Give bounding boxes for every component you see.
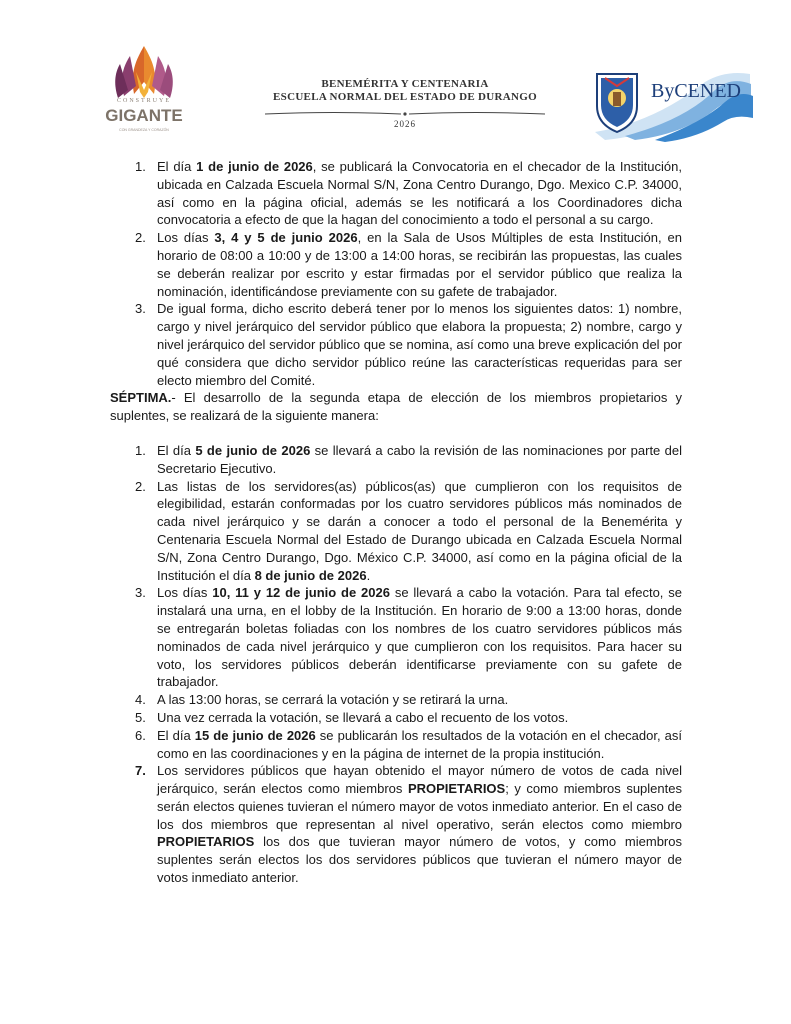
emphasis-text: 10, 11 y 12 de junio de 2026	[212, 585, 390, 601]
election-step-item	[110, 584, 682, 691]
election-step-item	[110, 709, 682, 727]
bycened-text: ByCENED	[651, 80, 741, 102]
step-item	[110, 300, 682, 389]
ornamental-divider	[255, 109, 555, 119]
list-number: 4.	[135, 692, 146, 708]
page-header	[0, 0, 791, 150]
header-year: 2026	[394, 119, 416, 129]
spacer	[110, 425, 682, 442]
item-text: se llevará a cabo la votación. Para tal efecto, se instalará una urna, en el lobby de la Institución. En horario de 9:00 a 13:00 horas, donde se entregarán boletas foliadas con los nombres de los cuatro servidores públicos más nominados de cada nivel jerárquico y que cumplieron con los requisitos. Para hacer su voto, los servidores públicos deberán identificarse previamente con su gafete de trabajador.	[157, 585, 682, 690]
bycened-logo	[585, 62, 753, 142]
emphasis-text: 3, 4 y 5 de junio 2026	[214, 230, 358, 246]
election-steps-list	[110, 442, 682, 887]
election-step-item	[110, 691, 682, 709]
emphasis-text: PROPIETARIOS	[407, 781, 506, 797]
item-text: Los días	[157, 585, 213, 601]
list-number: 7.	[135, 763, 146, 779]
item-text: .	[366, 567, 371, 583]
institution-line-2: ESCUELA NORMAL DEL ESTADO DE DURANGO	[273, 91, 537, 103]
item-text: Una vez cerrada la votación, se llevará a cabo el recuento de los votos.	[157, 709, 569, 725]
item-text: , se publicará la Convocatoria en el checador de la Institución, ubicada en Calzada Escuela Normal S/N, Zona Centro Durango, Dgo. Mexico C.P. 34000, así como en la página oficial, además se les notificará a los Coordinadores dicha convocatoria a efecto de que la hagan del conocimiento a todo el personal a su cargo.	[157, 159, 682, 228]
item-text: se llevará a cabo la revisión de las nominaciones por parte del Secretario Ejecutivo.	[157, 442, 682, 476]
septima-heading: SÉPTIMA.	[110, 390, 172, 406]
institution-line-1: BENEMÉRITA Y CENTENARIA	[321, 78, 489, 90]
step-item	[110, 158, 682, 229]
item-text: De igual forma, dicho escrito deberá tener por lo menos los siguientes datos: 1) nombre, cargo y nivel jerárquico del servidor público que elabora la propuesta; 2) nombre, cargo y nivel jerárquico del servidor público que se nomina, así como una breve explicación del por qué considera que dicho servidor público reúne las características requeridas para ser electo miembro del Comité.	[157, 301, 682, 388]
item-text: El día	[157, 442, 196, 458]
emphasis-text: 8 de junio de 2026	[254, 567, 367, 583]
item-text: los dos que tuvieran mayor número de votos, y como miembros suplentes serán electos los dos servidores públicos que tuvieran el número mayor de votos inmediato anterior.	[157, 834, 682, 886]
item-text: A las 13:00 horas, se cerrará la votación y se retirará la urna.	[157, 692, 509, 708]
flame-emblem-icon	[100, 42, 188, 102]
list-number: 1.	[135, 159, 146, 174]
election-step-item	[110, 478, 682, 585]
septima-text: - El desarrollo de la segunda etapa de elección de los miembros propietarios y suplentes, se realizará de la siguiente manera:	[110, 390, 682, 424]
list-number: 2.	[135, 230, 146, 246]
emphasis-text: PROPIETARIOS	[157, 834, 255, 850]
list-number: 5.	[135, 709, 146, 725]
document-body	[110, 158, 682, 887]
emphasis-text: 15 de junio de 2026	[194, 727, 316, 743]
item-text: Los días	[157, 230, 215, 246]
item-text: , en la Sala de Usos Múltiples de esta Institución, en horario de 08:00 a 10:00 y de 13:00 a 14:00 horas, se recibirán las propuestas, las cuales se deberán realizar por escrito y estar firmadas por el servidor público que realiza la nominación, identificándose previamente con su gafete de trabajador.	[157, 230, 682, 299]
item-text: ; y como miembros suplentes serán electos quienes tuvieran el número mayor de votos inmediato anterior. En el caso de los dos miembros que representan al nivel operativo, serán electos como miembro	[157, 781, 682, 832]
convocatoria-steps-list	[110, 158, 682, 389]
logo-tagline: CONSTRUYE	[116, 98, 171, 104]
item-text: Las listas de los servidores(as) públicos(as) que cumplieron con los requisitos de elegibilidad, estarán conformadas por los cuatro servidores públicos más nominados de cada nivel jerárquico y se darán a conocer a todo el personal de la Benemérita y Centenaria Escuela Normal del Estado de Durango ubicada en Calzada Escuela Normal S/N, Zona Centro Durango, Dgo. México C.P. 34000, así como en la página oficial de la Institución el día	[157, 478, 682, 583]
election-step-item	[110, 727, 682, 763]
emphasis-text: 5 de junio de 2026	[195, 442, 311, 458]
item-text: El día	[157, 727, 195, 743]
list-number: 3.	[135, 301, 146, 317]
election-step-item	[110, 762, 682, 887]
institution-title	[240, 78, 570, 129]
logo-subline: CON GRANDEZA Y CORAZÓN	[119, 128, 169, 132]
school-shield-icon	[597, 74, 637, 132]
logo-word: GIGANTE	[105, 106, 183, 125]
election-step-item	[110, 442, 682, 478]
list-number: 2.	[135, 478, 146, 494]
list-number: 1.	[135, 442, 146, 458]
construye-gigante-logo	[100, 42, 188, 154]
list-number: 3.	[135, 585, 146, 601]
step-item	[110, 229, 682, 300]
item-text: Los servidores públicos que hayan obtenido el mayor número de votos de cada nivel jerárquico, serán electos como miembros	[157, 763, 682, 797]
septima-paragraph	[110, 389, 682, 425]
emphasis-text: 1 de junio de 2026	[196, 159, 313, 174]
list-number: 6.	[135, 727, 146, 743]
item-text: se publicarán los resultados de la votación en el checador, así como en las coordinaciones y en la página de internet de la propia institución.	[157, 727, 682, 761]
item-text: El día	[157, 159, 197, 174]
